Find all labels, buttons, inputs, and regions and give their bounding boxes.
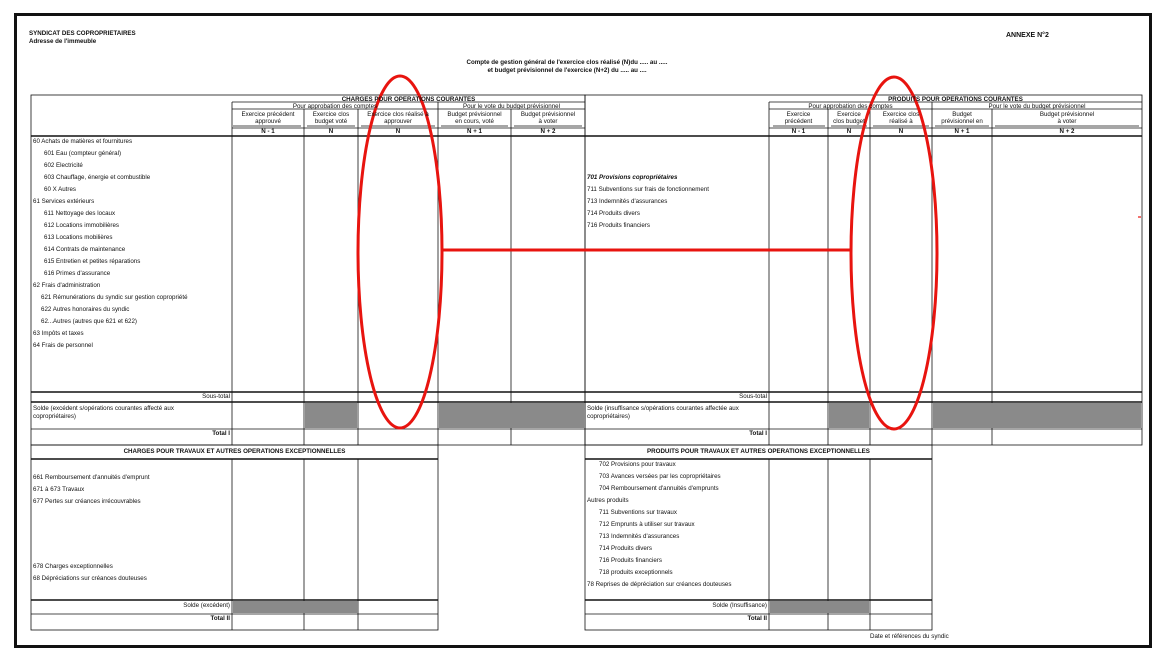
charges-col2-label2: budget voté bbox=[314, 118, 348, 125]
produits-travaux-row: 702 Provisions pour travaux bbox=[599, 461, 676, 468]
produits-travaux-row: 716 Produits financiers bbox=[599, 557, 662, 564]
building-address: Adresse de l'immeuble bbox=[29, 38, 97, 45]
produits-col5-label2: à voter bbox=[1057, 118, 1077, 125]
syndic-date-reference: Date et références du syndic bbox=[870, 633, 949, 640]
produits-row: 714 Produits divers bbox=[587, 210, 640, 217]
charges-row: 601 Eau (compteur général) bbox=[44, 150, 122, 157]
charges-col1-label1: Exercice précédent bbox=[241, 111, 295, 118]
charges-col3-label2: approuver bbox=[384, 118, 412, 125]
charges-row: 60 Achats de matières et fournitures bbox=[33, 138, 133, 145]
produits-col1-code: N - 1 bbox=[791, 128, 806, 135]
charges-total-label: Total I bbox=[212, 430, 230, 437]
produits-col4-code: N + 1 bbox=[954, 128, 970, 135]
charges-col5-code: N + 2 bbox=[540, 128, 556, 135]
produits-travaux-total-label: Total II bbox=[747, 615, 767, 622]
produits-section-title: PRODUITS POUR OPERATIONS COURANTES bbox=[888, 96, 1023, 103]
charges-solde-line1: Solde (excédent s/opérations courantes affecté aux bbox=[33, 405, 174, 412]
document-frame bbox=[14, 13, 1152, 648]
charges-row: 64 Frais de personnel bbox=[33, 342, 93, 349]
charges-row: 611 Nettoyage des locaux bbox=[44, 210, 116, 217]
charges-col2-label1: Exercice clos bbox=[312, 111, 350, 118]
produits-subtotal-label: Sous-total bbox=[739, 393, 767, 400]
produits-travaux-section-title: PRODUITS POUR TRAVAUX ET AUTRES OPERATIONS EXCEPTIONNELLES bbox=[647, 448, 870, 455]
annex-number: ANNEXE N°2 bbox=[1006, 32, 1049, 39]
produits-col1-label1: Exercice bbox=[786, 111, 811, 118]
charges-row: 62 Frais d'administration bbox=[33, 282, 101, 289]
produits-solde-line2: copropriétaires) bbox=[587, 413, 630, 420]
charges-row: 602 Electricité bbox=[44, 162, 83, 169]
charges-row: 614 Contrats de maintenance bbox=[44, 246, 126, 253]
charges-col5-label1: Budget prévisionnel bbox=[520, 111, 576, 118]
charges-col1-label2: approuvé bbox=[255, 118, 281, 125]
produits-travaux-row: 713 Indemnités d'assurances bbox=[599, 533, 680, 540]
charges-col4-label1: Budget prévisionnel bbox=[447, 111, 502, 118]
charges-row: 616 Primes d'assurance bbox=[44, 270, 111, 277]
charges-row: 63 Impôts et taxes bbox=[33, 330, 84, 337]
produits-group-approval: Pour approbation des comptes bbox=[808, 103, 893, 110]
charges-row: 613 Locations mobilières bbox=[44, 234, 113, 241]
produits-group-vote: Pour le vote du budget prévisionnel bbox=[988, 103, 1086, 110]
charges-solde-line2: copropriétaires) bbox=[33, 413, 76, 420]
produits-travaux-row: 711 Subventions sur travaux bbox=[599, 509, 677, 516]
produits-col2-code: N bbox=[846, 128, 852, 135]
charges-section-title: CHARGES POUR OPERATIONS COURANTES bbox=[341, 96, 476, 103]
charges-row: 60 X Autres bbox=[44, 186, 76, 193]
charges-travaux-solde-label: Solde (excédent) bbox=[183, 602, 230, 609]
charges-group-approval: Pour approbation des comptes bbox=[292, 103, 378, 110]
charges-row: 615 Entretien et petites réparations bbox=[44, 258, 141, 265]
produits-travaux-row: 714 Produits divers bbox=[599, 545, 652, 552]
charges-row: 612 Locations immobilières bbox=[44, 222, 119, 229]
produits-row: 711 Subventions sur frais de fonctionnement bbox=[587, 186, 709, 193]
charges-group-vote: Pour le vote du budget prévisionnel bbox=[462, 103, 560, 110]
produits-travaux-row: 703 Avances versées par les copropriétaires bbox=[599, 473, 721, 480]
charges-travaux-row: 677 Pertes sur créances irrécouvrables bbox=[33, 498, 141, 505]
produits-col3-code: N bbox=[898, 128, 904, 135]
document-title-line2: et budget prévisionnel de l'exercice (N+2) du ..... au .... bbox=[487, 67, 647, 74]
charges-col3-label1: Exercice clos réalisé à bbox=[367, 111, 429, 118]
produits-col2-label2: clos budget bbox=[833, 118, 865, 125]
document-title-line1: Compte de gestion général de l'exercice clos réalisé (N)du ..... au ..... bbox=[466, 59, 668, 66]
syndicate-name: SYNDICAT DES COPROPRIETAIRES bbox=[29, 30, 136, 37]
produits-col5-label1: Budget prévisionnel bbox=[1039, 111, 1095, 118]
charges-col3-code: N bbox=[395, 128, 401, 135]
charges-travaux-row: 68 Dépréciations sur créances douteuses bbox=[33, 575, 147, 582]
produits-solde-line1: Solde (insuffisance s/opérations courantes affectée aux bbox=[587, 405, 739, 412]
charges-col4-code: N + 1 bbox=[467, 128, 482, 135]
charges-col4-label2: en cours, voté bbox=[455, 118, 494, 125]
produits-row: 713 Indemnités d'assurances bbox=[587, 198, 668, 205]
charges-row: 622 Autres honoraires du syndic bbox=[41, 306, 130, 313]
produits-travaux-row: Autres produits bbox=[587, 497, 629, 504]
charges-row: 621 Rémunérations du syndic sur gestion copropriété bbox=[41, 294, 188, 301]
charges-travaux-section-title: CHARGES POUR TRAVAUX ET AUTRES OPERATIONS EXCEPTIONNELLES bbox=[123, 448, 346, 455]
produits-col2-label1: Exercice bbox=[837, 111, 861, 118]
produits-col3-label2: réalisé à bbox=[889, 118, 913, 125]
charges-row: 62...Autres (autres que 621 et 622) bbox=[41, 318, 137, 325]
produits-col1-label2: précédent bbox=[784, 118, 813, 125]
charges-travaux-row: 661 Remboursement d'annuités d'emprunt bbox=[33, 474, 150, 481]
charges-travaux-row: 678 Charges exceptionnelles bbox=[33, 563, 113, 570]
produits-travaux-row: 78 Reprises de dépréciation sur créances douteuses bbox=[587, 581, 732, 588]
produits-col5-code: N + 2 bbox=[1059, 128, 1075, 135]
produits-travaux-solde-label: Solde (Insuffisance) bbox=[712, 602, 767, 609]
charges-col2-code: N bbox=[328, 128, 334, 135]
charges-row: 603 Chauffage, énergie et combustible bbox=[44, 174, 151, 181]
charges-travaux-row: 671 à 673 Travaux bbox=[33, 486, 85, 493]
produits-travaux-row: 704 Remboursement d'annuités d'emprunts bbox=[599, 485, 719, 492]
produits-travaux-row: 712 Emprunts à utiliser sur travaux bbox=[599, 521, 695, 528]
produits-row: 701 Provisions copropriétaires bbox=[587, 174, 678, 181]
charges-col5-label2: à voter bbox=[538, 118, 558, 125]
produits-travaux-row: 718 produits exceptionnels bbox=[599, 569, 673, 576]
produits-col4-label1: Budget bbox=[952, 111, 972, 118]
produits-row: 716 Produits financiers bbox=[587, 222, 650, 229]
charges-col1-code: N - 1 bbox=[261, 128, 275, 135]
charges-travaux-total-label: Total II bbox=[210, 615, 230, 622]
produits-col3-label1: Exercice clos bbox=[882, 111, 920, 118]
produits-total-label: Total I bbox=[749, 430, 767, 437]
charges-row: 61 Services extérieurs bbox=[33, 198, 95, 205]
produits-col4-label2: prévisionnel en bbox=[941, 118, 983, 125]
charges-subtotal-label: Sous-total bbox=[202, 393, 230, 400]
